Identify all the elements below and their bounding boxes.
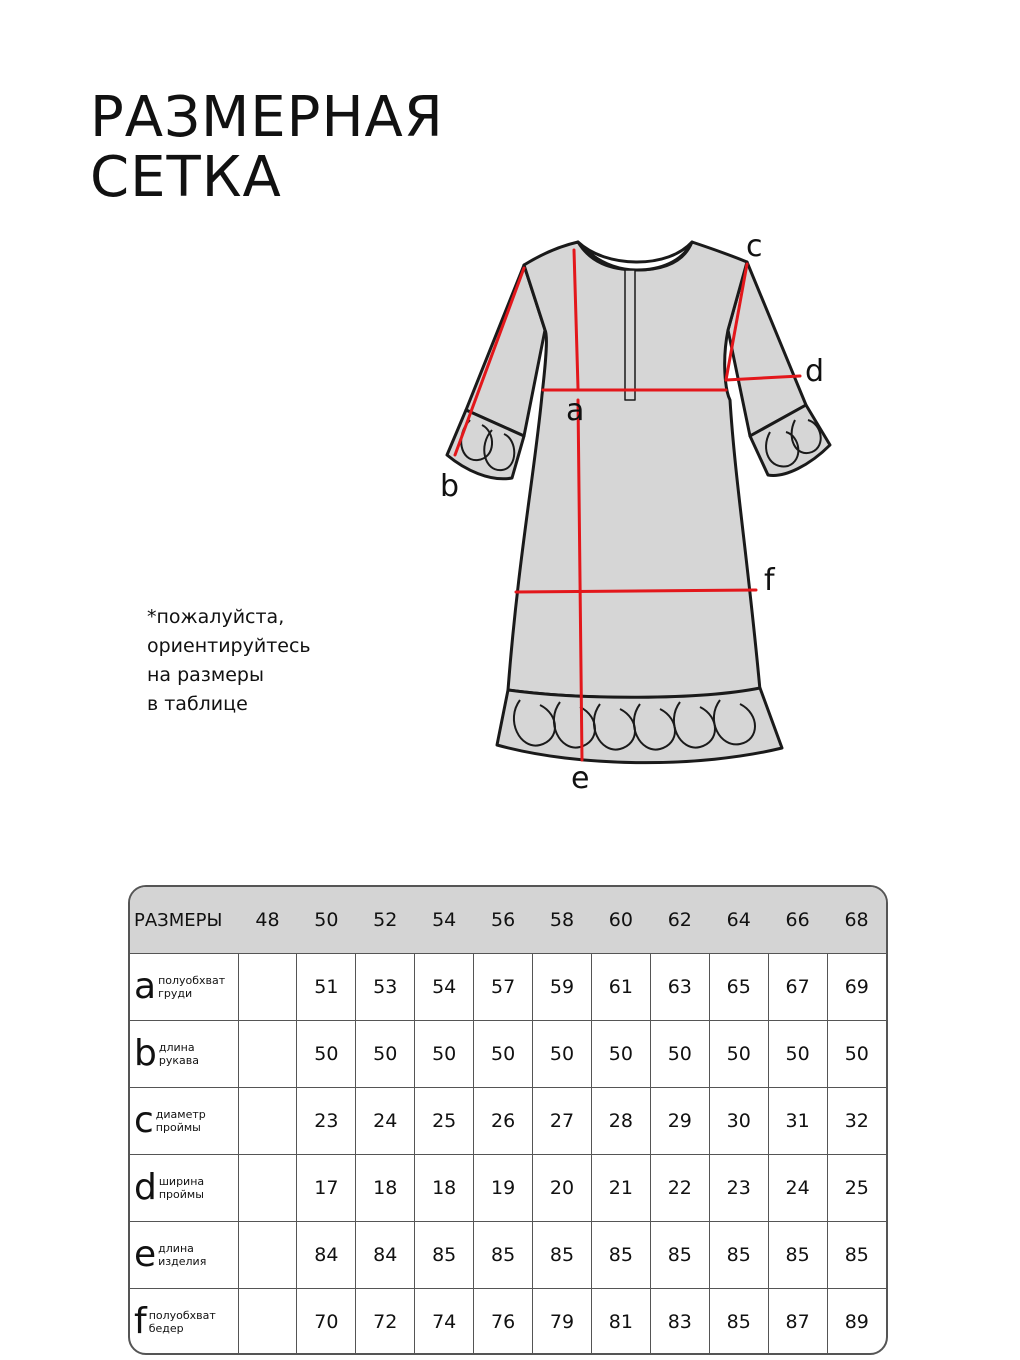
row-letter: c <box>134 1100 154 1141</box>
table-cell: 85 <box>415 1222 474 1289</box>
diagram-label-d: d <box>805 354 825 389</box>
size-table-grid <box>130 887 886 1355</box>
row-label-content <box>130 1033 238 1074</box>
row-label-content <box>130 966 238 1007</box>
size-header-48: 48 <box>238 887 297 954</box>
row-description-line-1: полуобхват <box>158 974 226 987</box>
table-cell <box>238 1155 297 1222</box>
size-header-66: 66 <box>768 887 827 954</box>
row-description <box>159 1175 204 1201</box>
row-letter: b <box>134 1033 157 1074</box>
table-cell: 17 <box>297 1155 356 1222</box>
table-cell: 74 <box>415 1289 474 1356</box>
table-cell: 28 <box>591 1088 650 1155</box>
table-row-d <box>130 1155 886 1222</box>
table-cell: 83 <box>650 1289 709 1356</box>
row-description-line-1: длина <box>158 1041 195 1054</box>
table-cell: 85 <box>533 1222 592 1289</box>
table-cell: 89 <box>827 1289 886 1356</box>
row-description <box>158 1242 206 1268</box>
table-row-b <box>130 1021 886 1088</box>
size-header-56: 56 <box>474 887 533 954</box>
row-label-content <box>130 1234 238 1275</box>
table-cell: 50 <box>297 1021 356 1088</box>
row-letter: f <box>134 1301 147 1342</box>
table-cell: 24 <box>356 1088 415 1155</box>
table-cell: 18 <box>356 1155 415 1222</box>
table-cell: 26 <box>474 1088 533 1155</box>
table-cell: 65 <box>709 954 768 1021</box>
table-cell: 50 <box>533 1021 592 1088</box>
diagram-label-a: a <box>566 393 585 428</box>
table-cell: 25 <box>827 1155 886 1222</box>
table-cell: 30 <box>709 1088 768 1155</box>
row-description-line-2: бедер <box>148 1322 184 1335</box>
row-label-d <box>130 1155 238 1222</box>
row-description <box>156 1108 206 1134</box>
size-header-60: 60 <box>591 887 650 954</box>
size-header-68: 68 <box>827 887 886 954</box>
table-row-a <box>130 954 886 1021</box>
row-description-line-2: проймы <box>155 1121 201 1134</box>
row-description-line-2: груди <box>158 987 193 1000</box>
table-cell: 18 <box>415 1155 474 1222</box>
table-cell: 79 <box>533 1289 592 1356</box>
diagram-label-c: c <box>746 229 763 264</box>
row-label-b <box>130 1021 238 1088</box>
table-cell: 84 <box>297 1222 356 1289</box>
table-cell: 85 <box>474 1222 533 1289</box>
diagram-label-e: e <box>571 761 590 796</box>
header-label: РАЗМЕРЫ <box>130 887 238 954</box>
table-cell: 85 <box>591 1222 650 1289</box>
table-cell: 23 <box>297 1088 356 1155</box>
table-cell: 19 <box>474 1155 533 1222</box>
table-cell: 22 <box>650 1155 709 1222</box>
table-cell: 31 <box>768 1088 827 1155</box>
hem-lace <box>497 688 782 763</box>
table-cell: 23 <box>709 1155 768 1222</box>
table-cell: 20 <box>533 1155 592 1222</box>
table-cell: 85 <box>650 1222 709 1289</box>
table-cell: 63 <box>650 954 709 1021</box>
row-label-f <box>130 1289 238 1356</box>
table-cell: 59 <box>533 954 592 1021</box>
table-cell: 61 <box>591 954 650 1021</box>
table-cell: 57 <box>474 954 533 1021</box>
row-label-content <box>130 1167 238 1208</box>
size-header-52: 52 <box>356 887 415 954</box>
note-line-1: *пожалуйста, <box>147 606 285 628</box>
table-cell: 72 <box>356 1289 415 1356</box>
table-header-row <box>130 887 886 954</box>
table-cell: 67 <box>768 954 827 1021</box>
table-cell <box>238 1021 297 1088</box>
table-cell: 54 <box>415 954 474 1021</box>
table-cell <box>238 1088 297 1155</box>
table-cell: 50 <box>709 1021 768 1088</box>
table-cell: 84 <box>356 1222 415 1289</box>
measure-line-f <box>516 590 756 592</box>
size-header-62: 62 <box>650 887 709 954</box>
table-cell: 69 <box>827 954 886 1021</box>
table-row-c <box>130 1088 886 1155</box>
table-cell: 27 <box>533 1088 592 1155</box>
row-label-a <box>130 954 238 1021</box>
row-label-c <box>130 1088 238 1155</box>
table-cell: 50 <box>415 1021 474 1088</box>
table-cell: 76 <box>474 1289 533 1356</box>
table-cell: 21 <box>591 1155 650 1222</box>
table-cell: 85 <box>827 1222 886 1289</box>
row-description <box>159 1041 199 1067</box>
size-header-64: 64 <box>709 887 768 954</box>
table-cell: 51 <box>297 954 356 1021</box>
note-line-4: в таблице <box>147 693 248 715</box>
row-description-line-1: диаметр <box>155 1108 206 1121</box>
table-cell: 25 <box>415 1088 474 1155</box>
table-cell: 81 <box>591 1289 650 1356</box>
row-label-content <box>130 1301 238 1342</box>
table-row-f <box>130 1289 886 1356</box>
row-description-line-2: рукава <box>158 1054 199 1067</box>
row-label-e <box>130 1222 238 1289</box>
row-description <box>158 974 225 1000</box>
table-cell: 85 <box>709 1289 768 1356</box>
size-header-54: 54 <box>415 887 474 954</box>
diagram-label-b: b <box>440 469 460 504</box>
row-label-content <box>130 1100 238 1141</box>
row-description-line-1: ширина <box>158 1175 205 1188</box>
size-header-58: 58 <box>533 887 592 954</box>
placket <box>625 270 635 400</box>
size-table <box>128 885 888 1355</box>
table-cell: 50 <box>591 1021 650 1088</box>
row-description-line-1: полуобхват <box>148 1309 216 1322</box>
table-cell <box>238 954 297 1021</box>
note-line-2: ориентируйтесь <box>147 635 311 657</box>
size-note <box>147 603 311 719</box>
table-row-e <box>130 1222 886 1289</box>
diagram-label-f: f <box>764 563 775 598</box>
table-cell <box>238 1222 297 1289</box>
table-cell: 53 <box>356 954 415 1021</box>
table-cell: 70 <box>297 1289 356 1356</box>
row-letter: e <box>134 1234 157 1275</box>
table-cell <box>238 1289 297 1356</box>
table-cell: 50 <box>768 1021 827 1088</box>
table-body <box>130 954 886 1356</box>
row-description-line-2: изделия <box>158 1255 207 1268</box>
size-header-50: 50 <box>297 887 356 954</box>
table-cell: 85 <box>709 1222 768 1289</box>
row-letter: a <box>134 966 157 1007</box>
table-cell: 87 <box>768 1289 827 1356</box>
table-cell: 50 <box>650 1021 709 1088</box>
table-cell: 50 <box>474 1021 533 1088</box>
row-letter: d <box>134 1167 157 1208</box>
title-line-1: РАЗМЕРНАЯ <box>90 85 444 150</box>
table-cell: 32 <box>827 1088 886 1155</box>
table-cell: 29 <box>650 1088 709 1155</box>
title-line-2: СЕТКА <box>90 145 282 210</box>
row-description-line-2: проймы <box>158 1188 204 1201</box>
note-line-3: на размеры <box>147 664 264 686</box>
table-cell: 50 <box>827 1021 886 1088</box>
table-cell: 85 <box>768 1222 827 1289</box>
table-cell: 50 <box>356 1021 415 1088</box>
table-cell: 24 <box>768 1155 827 1222</box>
row-description-line-1: длина <box>158 1242 194 1255</box>
row-description <box>149 1309 216 1335</box>
